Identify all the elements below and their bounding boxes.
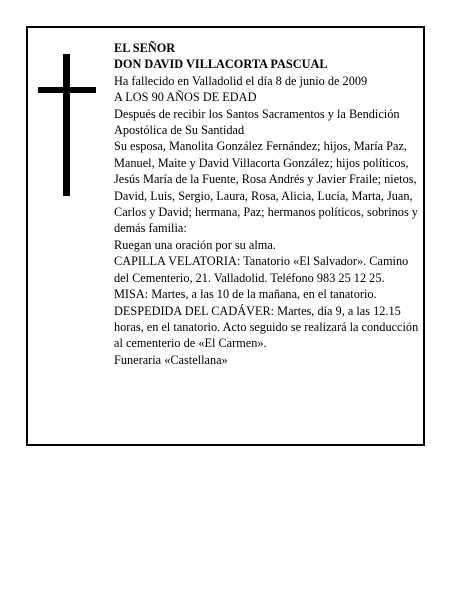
death-statement: Ha fallecido en Valladolid el día 8 de junio de 2009 — [114, 73, 368, 88]
cross-icon — [38, 54, 96, 196]
age-statement: A LOS 90 AÑOS DE EDAD — [114, 90, 257, 105]
deceased-name: DON DAVID VILLACORTA PASCUAL — [114, 57, 328, 72]
chapel-info: CAPILLA VELATORIA: Tanatorio «El Salvador». Camino del Cementerio, 21. Valladolid. Teléfono 983 25 12 25. — [114, 254, 409, 285]
funeral-home: Funeraria «Castellana» — [114, 352, 228, 367]
obituary-text — [114, 40, 422, 368]
family-list: Su esposa, Manolita González Fernández; hijos, María Paz, Manuel, Maite y David Villacorta González; hijos políticos, Jesús María de la Fuente, Rosa Andrés y Javier Fraile; nietos, David, Luis, Sergio, Laura, Rosa, Alicia, Lucía, Marta, Juan, Carlos y David; hermana, Paz; hermanos políticos, sobrinos y demás familia: — [114, 139, 418, 236]
prayer-request: Ruegan una oración por su alma. — [114, 237, 276, 252]
mass-info: MISA: Martes, a las 10 de la mañana, en el tanatorio. — [114, 287, 377, 302]
farewell-info: DESPEDIDA DEL CADÁVER: Martes, día 9, a las 12.15 horas, en el tanatorio. Acto seguido se realizará la conducción al cementerio de «El Carmen». — [114, 303, 419, 351]
deceased-title: EL SEÑOR — [114, 41, 176, 55]
sacraments-statement: Después de recibir los Santos Sacramentos y la Bendición Apostólica de Su Santidad — [114, 106, 400, 138]
cross-vertical-bar — [63, 54, 70, 196]
cross-horizontal-bar — [38, 87, 96, 93]
